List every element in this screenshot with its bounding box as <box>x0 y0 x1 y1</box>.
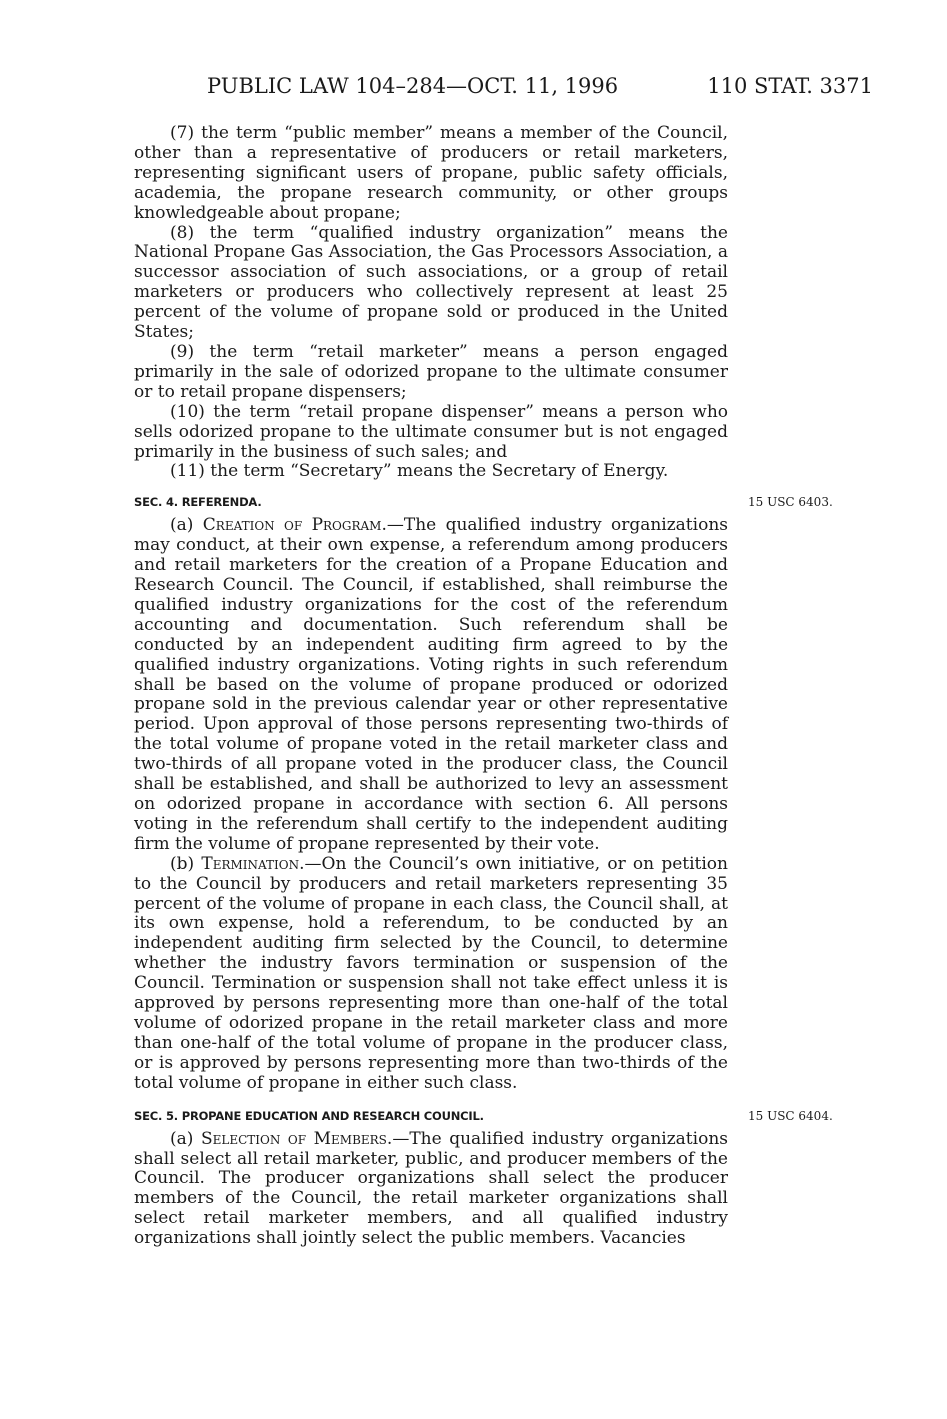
header-title: PUBLIC LAW 104–284—OCT. 11, 1996 <box>207 74 619 98</box>
section-5-heading: SEC. 5. PROPANE EDUCATION AND RESEARCH COUNCIL. <box>134 1108 484 1123</box>
section-4-heading: SEC. 4. REFERENDA. <box>134 495 262 510</box>
definition-10: (10) the term “retail propane dispenser” means a person who sells odorized propane to the ultimate consumer but is not engaged primarily in the business of such sales; and <box>134 401 728 462</box>
section-4-subsection-b <box>134 855 728 1094</box>
usc-citation-sec5: 15 USC 6404. <box>748 1108 833 1123</box>
definition-8: (8) the term “qualified industry organization” means the National Propane Gas Association, the Gas Processors Association, a successor association of such associations, or a group of retail marketers or producers who collectively represent at least 25 percent of the volume of propane sold or produced in the United States; <box>134 222 728 343</box>
usc-citation-sec4: 15 USC 6403. <box>748 495 833 510</box>
subsection-label: (b) <box>170 853 202 874</box>
subsection-caption: Selection of Members <box>200 1128 387 1149</box>
definition-9: (9) the term “retail marketer” means a person engaged primarily in the sale of odorized propane to the ultimate consumer or to retail propane dispensers; <box>134 341 728 402</box>
subsection-text: .—The qualified industry organizations shall select all retail marketer, public, and producer members of the Council. The producer organizations shall select the producer members of the Council, the retail marketer organizations shall select retail marketer members, and all qualified industry organizations shall jointly select the public members. Vacancies <box>134 1128 728 1249</box>
subsection-label: (a) <box>170 1128 201 1149</box>
subsection-text: .—The qualified industry organizations may conduct, at their own expense, a referendum among producers and retail marketers for the creation of a Propane Education and Research Council. The Council, if established, shall reimburse the qualified industry organizations for the cost of the referendum accounting and documentation. Such referendum shall be conducted by an independent auditing firm agreed to by the qualified industry organizations. Voting rights in such referendum shall be based on the volume of propane produced or odorized propane sold in the previous calendar year or other representative period. Upon approval of those persons representing two-thirds of the total volume of propane voted in the retail marketer class and two-thirds of all propane voted in the producer class, the Council shall be established, and shall be authorized to levy an assessment on odorized propane in accordance with section 6. All persons voting in the referendum shall certify to the independent auditing firm the volume of propane represented by their vote. <box>134 515 728 854</box>
subsection-label: (a) <box>170 515 203 536</box>
section-4-subsection-a <box>134 516 728 854</box>
subsection-text: .—On the Council’s own initiative, or on petition to the Council by producers and retail marketers representing 35 percent of the volume of propane in each class, the Council shall, at its own expense, hold a referendum, to be conducted by an independent auditing firm selected by the Council, to determine whether the industry favors termination or suspension of the Council. Termination or suspension shall not take effect unless it is approved by persons representing more than one-half of the total volume of odorized propane in the retail marketer class and more than one-half of the total volume of propane in the producer class, or is approved by persons representing more than two-thirds of the total volume of propane in either such class. <box>134 853 728 1093</box>
subsection-caption: Termination <box>201 853 300 874</box>
definition-11: (11) the term “Secretary” means the Secretary of Energy. <box>170 461 669 482</box>
subsection-caption: Creation of Program <box>202 515 382 536</box>
header-stat-page: 110 STAT. 3371 <box>707 74 873 98</box>
definition-7: (7) the term “public member” means a member of the Council, other than a representative of producers or retail marketers, representing significant users of propane, public safety officials, academia, the propane research community, or other groups knowledgeable about propane; <box>134 123 728 223</box>
body-text <box>134 124 728 1249</box>
section-5-subsection-a <box>134 1130 728 1249</box>
